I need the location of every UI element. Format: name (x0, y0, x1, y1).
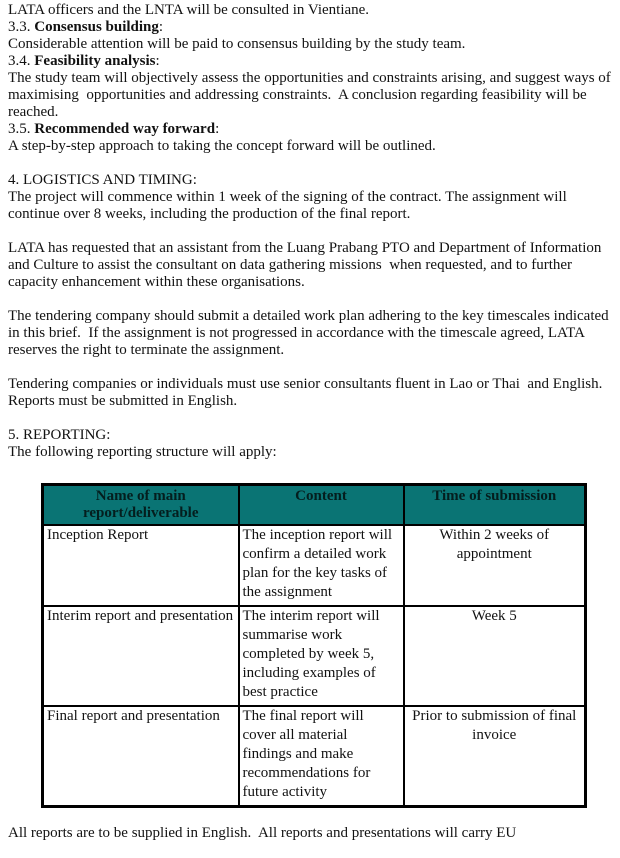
text-run: : (155, 53, 160, 69)
table-row-final-report (43, 706, 586, 807)
text-run: 3.4. (8, 53, 35, 69)
text-run: : (215, 121, 220, 137)
heading-consensus-building (8, 19, 612, 36)
heading-logistics-and-timing (8, 172, 612, 189)
cell-time-of-submission: Prior to submission of final invoice (404, 706, 586, 807)
column-header-time-of-submission: Time of submission (404, 485, 586, 526)
text-run: The following reporting structure will apply: (8, 444, 277, 460)
para-consensus-building (8, 36, 612, 53)
heading-recommended-way-forward (8, 121, 612, 138)
para-project-commencement (8, 189, 612, 223)
column-header-report-name: Name of main report/deliverable (43, 485, 239, 526)
text-run: The tendering company should submit a detailed work plan adhering to the key timescales indicated in this brief. If the assignment is not progressed in accordance with the timescale agreed, LATA reserves the right to terminate the assignment. (8, 308, 613, 358)
text-run: A step-by-step approach to taking the concept forward will be outlined. (8, 138, 436, 154)
table-row-interim-report (43, 606, 586, 706)
para-language-requirement (8, 376, 612, 410)
text-run: 5. REPORTING: (8, 427, 111, 443)
para-lata-assistant-request (8, 240, 612, 291)
text-run-bold: Recommended way forward (34, 121, 216, 137)
para-recommended-way-forward (8, 138, 612, 155)
cell-content: The final report will cover all material findings and make recommendations for future activity (239, 706, 404, 807)
text-run: 3.5. (8, 121, 35, 137)
text-run-bold: Consensus building (34, 19, 159, 35)
table-header-row (43, 485, 586, 526)
cell-time-of-submission: Week 5 (404, 606, 586, 706)
reporting-structure-table (41, 483, 587, 808)
para-feasibility-analysis (8, 70, 615, 121)
text-run: Considerable attention will be paid to consensus building by the study team. (8, 36, 466, 52)
cell-time-of-submission: Within 2 weeks of appointment (404, 525, 586, 606)
para-consultation-note (8, 2, 612, 19)
text-run: All reports are to be supplied in English. All reports and presentations will carry EU (8, 825, 517, 841)
text-run: 4. LOGISTICS AND TIMING: (8, 172, 197, 188)
heading-feasibility-analysis (8, 53, 612, 70)
text-run: LATA officers and the LNTA will be consulted in Vientiane. (8, 2, 370, 18)
para-work-plan-requirement (8, 308, 612, 359)
text-run: Tendering companies or individuals must use senior consultants fluent in Lao or Thai and English. Reports must be submitted in English. (8, 376, 610, 409)
cell-report-name: Inception Report (43, 525, 239, 606)
para-reporting-structure-intro (8, 444, 612, 461)
para-reports-language-note (8, 825, 612, 842)
text-run: LATA has requested that an assistant from the Luang Prabang PTO and Department of Information and Culture to assist the consultant on data gathering missions when requested, and to further capacity enhancement within these organisations. (8, 240, 606, 290)
text-run: The project will commence within 1 week of the signing of the contract. The assignment will continue over 8 weeks, including the production of the final report. (8, 189, 571, 222)
text-run: 3.3. (8, 19, 35, 35)
text-run: : (158, 19, 164, 35)
cell-content: The interim report will summarise work completed by week 5, including examples of best practice (239, 606, 404, 706)
cell-report-name: Interim report and presentation (43, 606, 239, 706)
text-run-bold: Feasibility analysis (34, 53, 156, 69)
cell-report-name: Final report and presentation (43, 706, 239, 807)
cell-content: The inception report will confirm a detailed work plan for the key tasks of the assignment (239, 525, 404, 606)
column-header-content: Content (239, 485, 404, 526)
text-run: The study team will objectively assess the opportunities and constraints arising, and suggest ways of maximising opportunities and addressing constraints. A conclusion regarding feasibility will be reached. (8, 70, 615, 120)
table-row-inception-report (43, 525, 586, 606)
heading-reporting (8, 427, 612, 444)
